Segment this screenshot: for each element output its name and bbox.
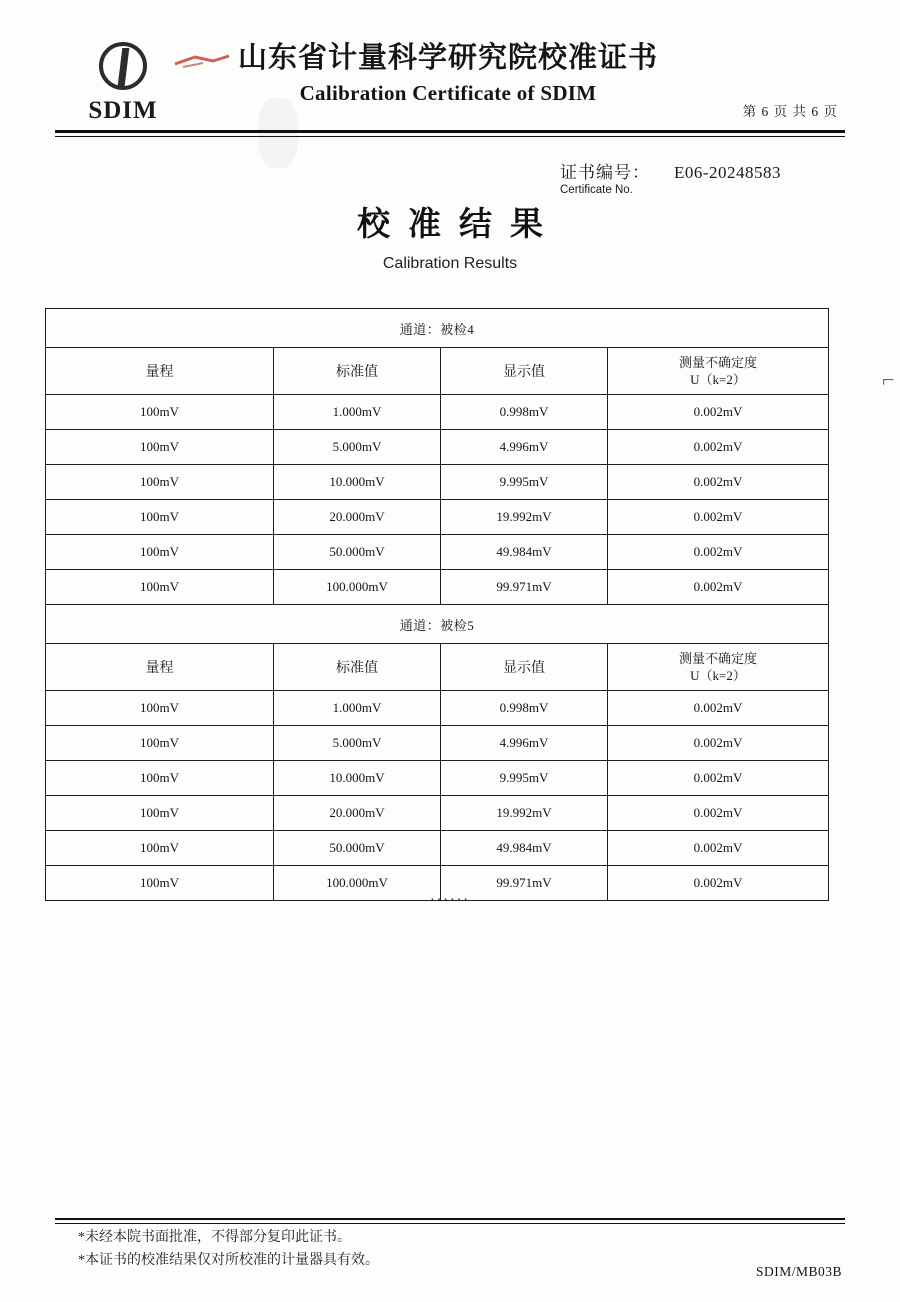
table-row xyxy=(46,726,829,761)
cell-uncertainty: 0.002mV xyxy=(608,726,829,761)
cell-uncertainty: 0.002mV xyxy=(608,500,829,535)
cell-range: 100mV xyxy=(46,761,274,796)
page-number: 第 6 页 共 6 页 xyxy=(742,104,838,119)
cell-uncertainty: 0.002mV xyxy=(608,796,829,831)
table-row xyxy=(46,831,829,866)
logo-emblem-icon xyxy=(90,42,156,98)
column-header-uncertainty xyxy=(608,348,829,395)
form-code: SDIM/MB03B xyxy=(755,1264,842,1279)
column-header-range: 量程 xyxy=(46,348,274,395)
cell-range: 100mV xyxy=(46,796,274,831)
certificate-number-label-en: Certificate No. xyxy=(560,184,633,196)
channel-label: 通道：被检5 xyxy=(46,605,829,644)
header-divider xyxy=(55,130,845,137)
scan-edge-artifact: ⌐ xyxy=(882,367,895,392)
channel-row xyxy=(46,309,829,348)
cell-range: 100mV xyxy=(46,535,274,570)
uncertainty-title: 测量不确定度 xyxy=(679,651,758,666)
cell-range: 100mV xyxy=(46,500,274,535)
cell-display: 0.998mV xyxy=(441,395,608,430)
cell-range: 100mV xyxy=(46,570,274,605)
uncertainty-subtitle: U（k=2） xyxy=(690,668,746,683)
cell-display: 9.995mV xyxy=(441,465,608,500)
cell-standard: 5.000mV xyxy=(274,726,441,761)
certificate-number-value: E06-20248583 xyxy=(674,163,782,182)
section-heading xyxy=(0,198,900,273)
cell-range: 100mV xyxy=(46,430,274,465)
uncertainty-subtitle: U（k=2） xyxy=(690,372,746,387)
cell-display: 4.996mV xyxy=(441,430,608,465)
cell-display: 9.995mV xyxy=(441,761,608,796)
certificate-number-label-cn: 证书编号： xyxy=(560,163,650,182)
cell-display: 49.984mV xyxy=(441,831,608,866)
cell-standard: 50.000mV xyxy=(274,831,441,866)
column-header-standard: 标准值 xyxy=(274,644,441,691)
cell-uncertainty: 0.002mV xyxy=(608,691,829,726)
cell-uncertainty: 0.002mV xyxy=(608,761,829,796)
cell-standard: 20.000mV xyxy=(274,500,441,535)
title-english: Calibration Certificate of SDIM xyxy=(299,81,597,105)
cell-range: 100mV xyxy=(46,395,274,430)
table-header-row xyxy=(46,348,829,395)
column-header-uncertainty xyxy=(608,644,829,691)
table-row xyxy=(46,535,829,570)
cell-standard: 100.000mV xyxy=(274,866,441,901)
cell-standard: 5.000mV xyxy=(274,430,441,465)
continuation-marker: ······ xyxy=(430,893,470,908)
table-row xyxy=(46,500,829,535)
cell-uncertainty: 0.002mV xyxy=(608,831,829,866)
logo-text: SDIM xyxy=(88,97,158,124)
cell-uncertainty: 0.002mV xyxy=(608,866,829,901)
cell-display: 99.971mV xyxy=(441,570,608,605)
cell-uncertainty: 0.002mV xyxy=(608,535,829,570)
table-header-row xyxy=(46,644,829,691)
table-row xyxy=(46,761,829,796)
footer-note-1: *未经本院书面批准，不得部分复印此证书。 xyxy=(78,1230,351,1245)
cell-display: 99.971mV xyxy=(441,866,608,901)
calibration-results-table xyxy=(45,308,829,901)
cell-standard: 10.000mV xyxy=(274,761,441,796)
footer-divider xyxy=(55,1218,845,1224)
cell-uncertainty: 0.002mV xyxy=(608,465,829,500)
cell-standard: 100.000mV xyxy=(274,570,441,605)
cell-range: 100mV xyxy=(46,726,274,761)
document-header xyxy=(78,38,838,130)
cell-range: 100mV xyxy=(46,691,274,726)
cell-display: 0.998mV xyxy=(441,691,608,726)
document-title xyxy=(178,38,718,108)
cell-uncertainty: 0.002mV xyxy=(608,395,829,430)
cell-range: 100mV xyxy=(46,831,274,866)
column-header-display: 显示值 xyxy=(441,348,608,395)
table-row xyxy=(46,465,829,500)
cell-range: 100mV xyxy=(46,465,274,500)
column-header-display: 显示值 xyxy=(441,644,608,691)
footer-notes xyxy=(78,1226,778,1272)
section-heading-en: Calibration Results xyxy=(382,255,518,272)
cell-display: 4.996mV xyxy=(441,726,608,761)
cell-standard: 1.000mV xyxy=(274,395,441,430)
cell-standard: 1.000mV xyxy=(274,691,441,726)
table-row xyxy=(46,395,829,430)
cell-uncertainty: 0.002mV xyxy=(608,430,829,465)
table-row xyxy=(46,796,829,831)
sdim-logo xyxy=(78,42,168,126)
cell-standard: 20.000mV xyxy=(274,796,441,831)
column-header-standard: 标准值 xyxy=(274,348,441,395)
cell-standard: 10.000mV xyxy=(274,465,441,500)
uncertainty-title: 测量不确定度 xyxy=(679,355,758,370)
title-chinese: 山东省计量科学研究院校准证书 xyxy=(237,42,658,74)
cell-uncertainty: 0.002mV xyxy=(608,570,829,605)
footer-note-2: *本证书的校准结果仅对所校准的计量器具有效。 xyxy=(78,1253,379,1268)
cell-display: 49.984mV xyxy=(441,535,608,570)
cell-standard: 50.000mV xyxy=(274,535,441,570)
channel-row xyxy=(46,605,829,644)
certificate-number-block xyxy=(560,158,860,196)
column-header-range: 量程 xyxy=(46,644,274,691)
channel-label: 通道：被检4 xyxy=(46,309,829,348)
table-row xyxy=(46,430,829,465)
cell-display: 19.992mV xyxy=(441,796,608,831)
table-row xyxy=(46,691,829,726)
table-row xyxy=(46,570,829,605)
cell-range: 100mV xyxy=(46,866,274,901)
section-heading-cn: 校准结果 xyxy=(357,207,561,243)
cell-display: 19.992mV xyxy=(441,500,608,535)
